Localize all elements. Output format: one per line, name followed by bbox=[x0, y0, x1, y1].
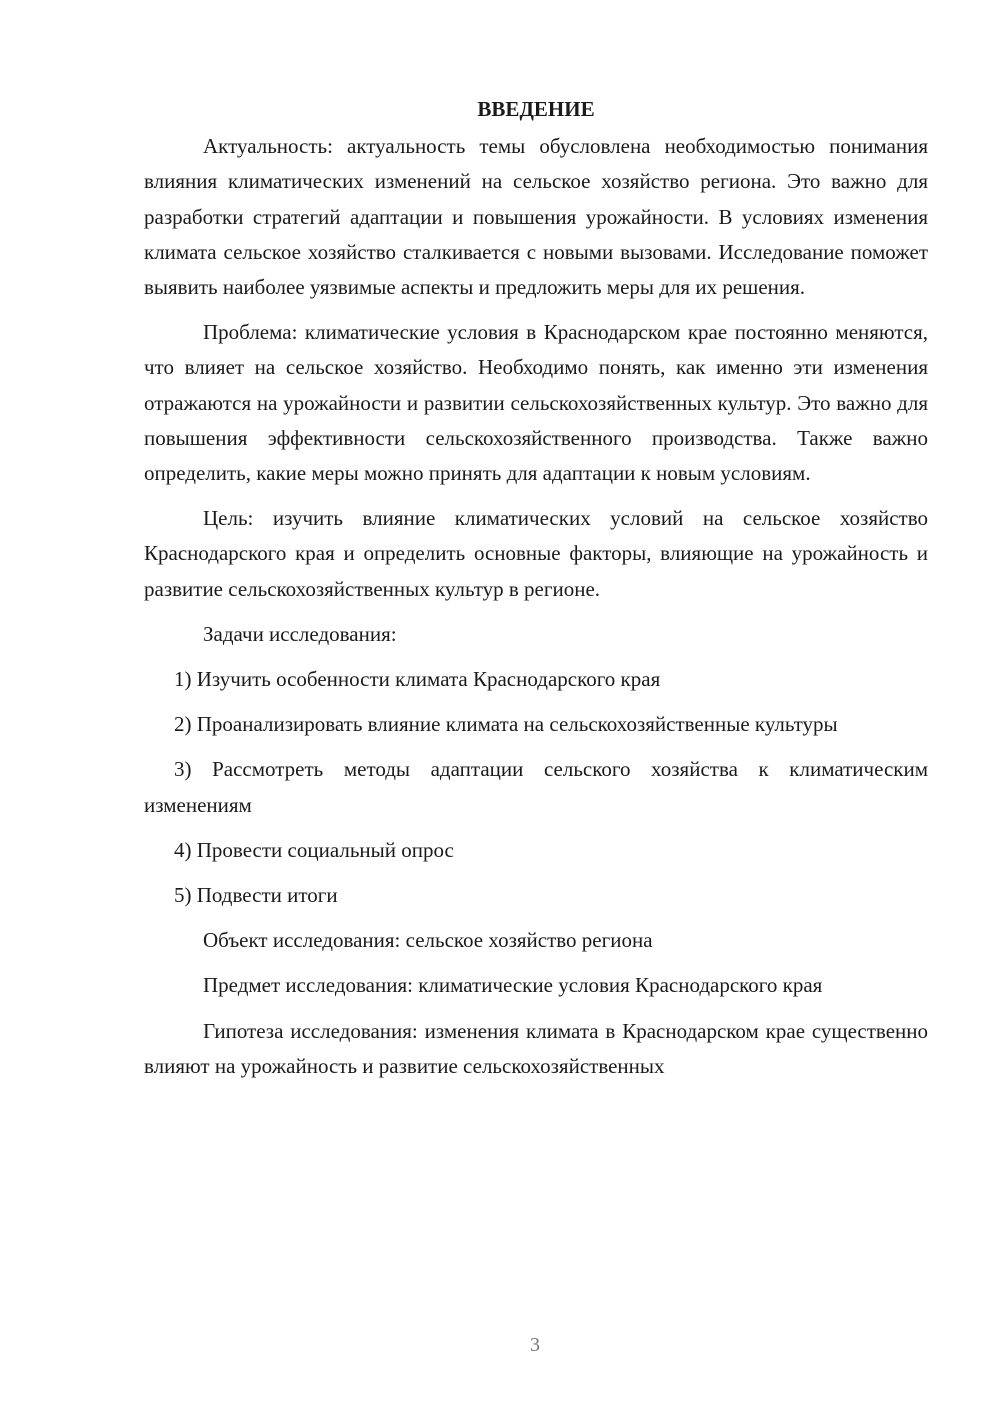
document-page bbox=[144, 92, 928, 1084]
paragraph-subject: Предмет исследования: климатические условия Краснодарского края bbox=[203, 973, 823, 998]
paragraph-goal: Цель: изучить влияние климатических условий на сельское хозяйство Краснодарского края и определить основные факторы, влияющие на урожайность и развитие сельскохозяйственных культур в регионе. bbox=[144, 506, 928, 601]
page-number: 3 bbox=[530, 1334, 540, 1356]
paragraph-object: Объект исследования: сельское хозяйство региона bbox=[203, 928, 653, 953]
paragraph-problem: Проблема: климатические условия в Краснодарском крае постоянно меняются, что влияет на сельское хозяйство. Необходимо понять, как именно эти изменения отражаются на урожайности и развитии сельскохозяйственных культур. Это важно для повышения эффективности сельскохозяйственного производства. Также важно определить, какие меры можно принять для адаптации к новым условиям. bbox=[144, 320, 928, 486]
task-item-4: 4) Провести социальный опрос bbox=[174, 837, 454, 862]
task-item-5: 5) Подвести итоги bbox=[174, 883, 338, 908]
paragraph-relevance: Актуальность: актуальность темы обусловлена необходимостью понимания влияния климатических изменений на сельское хозяйство региона. Это важно для разработки стратегий адаптации и повышения урожайности. В условиях изменения климата сельское хозяйство сталкивается с новыми вызовами. Исследование поможет выявить наиболее уязвимые аспекты и предложить меры для их решения. bbox=[144, 134, 928, 300]
task-item-3: 3) Рассмотреть методы адаптации сельского хозяйства к климатическим изменениям bbox=[144, 757, 928, 817]
task-item-2: 2) Проанализировать влияние климата на сельскохозяйственные культуры bbox=[174, 712, 838, 737]
task-item-1: 1) Изучить особенности климата Краснодарского края bbox=[174, 667, 661, 692]
section-heading: ВВЕДЕНИЕ bbox=[477, 97, 595, 121]
paragraph-hypothesis: Гипотеза исследования: изменения климата в Краснодарском крае существенно влияют на урожайность и развитие сельскохозяйственных bbox=[144, 1018, 928, 1078]
tasks-title: Задачи исследования: bbox=[203, 621, 397, 646]
